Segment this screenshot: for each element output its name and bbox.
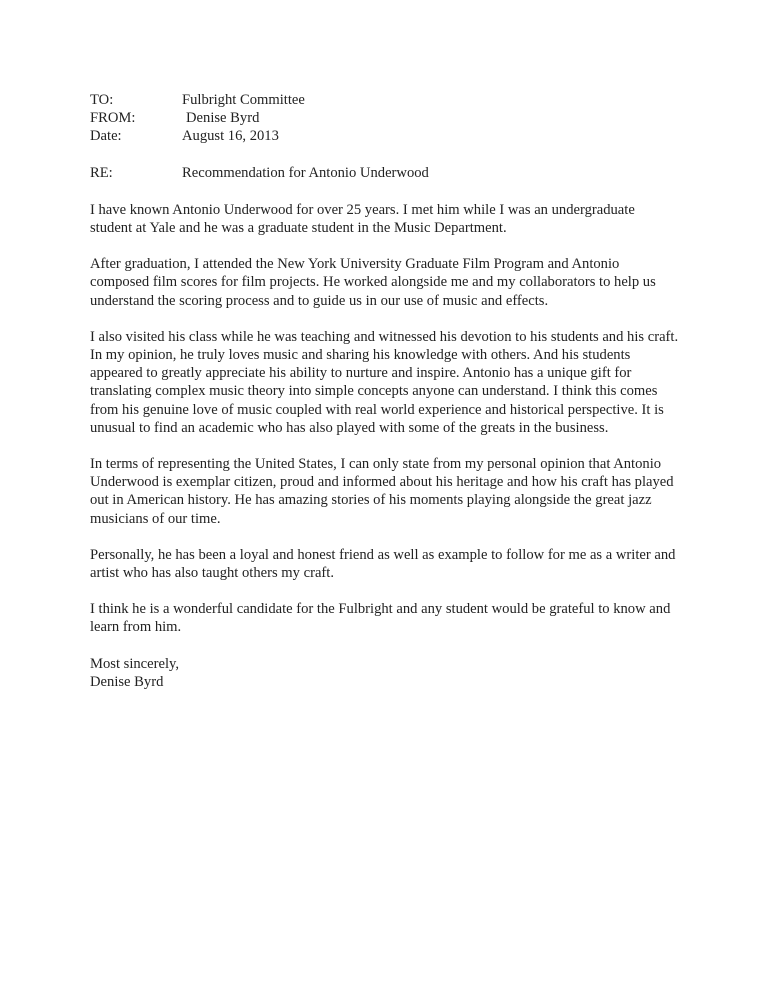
from-line — [90, 109, 680, 127]
re-label: RE: — [90, 164, 113, 181]
to-value: Fulbright Committee — [182, 92, 305, 108]
body-paragraph-4: In terms of representing the United States, I can only state from my personal opinion that Antonio Underwood is exemplar citizen, proud and informed about his heritage and how his craft has played out in American history. He has amazing stories of his moments playing alongside the great jazz musicians of our time. — [90, 456, 674, 527]
signature-name: Denise Byrd — [90, 673, 164, 690]
from-value: Denise Byrd — [186, 110, 260, 127]
body-paragraph-6: I think he is a wonderful candidate for the Fulbright and any student would be grateful to know and learn from him. — [90, 601, 671, 636]
body-paragraph-2: After graduation, I attended the New York University Graduate Film Program and Antonio composed film scores for film projects. He worked alongside me and my collaborators to help us understand the scoring process and to guide us in our use of music and effects. — [90, 256, 656, 309]
to-label: TO: — [90, 92, 114, 108]
closing-block — [90, 655, 680, 691]
re-line — [90, 164, 680, 182]
closing-salutation: Most sincerely, — [90, 655, 180, 672]
body-paragraph-1: I have known Antonio Underwood for over 25 years. I met him while I was an undergraduate student at Yale and he was a graduate student in the Music Department. — [90, 201, 635, 237]
letter-content — [90, 91, 680, 691]
date-line — [90, 127, 680, 145]
body-paragraph-3: I also visited his class while he was teaching and witnessed his devotion to his students and his craft. In my opinion, he truly loves music and sharing his knowledge with others. And his students appeared to greatly appreciate his ability to nurture and inspire. Antonio has a unique gift for translating complex music theory into simple concepts anyone can understand. I think this comes from his genuine love of music coupled with real world experience and historical perspective. It is unusual to find an academic who has also played with some of the greats in the business. — [90, 328, 679, 436]
date-label: Date: — [90, 128, 122, 145]
body-paragraph-5: Personally, he has been a loyal and honest friend as well as example to follow for me as a writer and artist who has also taught others my craft. — [90, 546, 676, 582]
re-value: Recommendation for Antonio Underwood — [182, 164, 429, 181]
to-line — [90, 91, 680, 109]
from-label: FROM: — [90, 110, 136, 127]
date-value: August 16, 2013 — [182, 128, 279, 145]
